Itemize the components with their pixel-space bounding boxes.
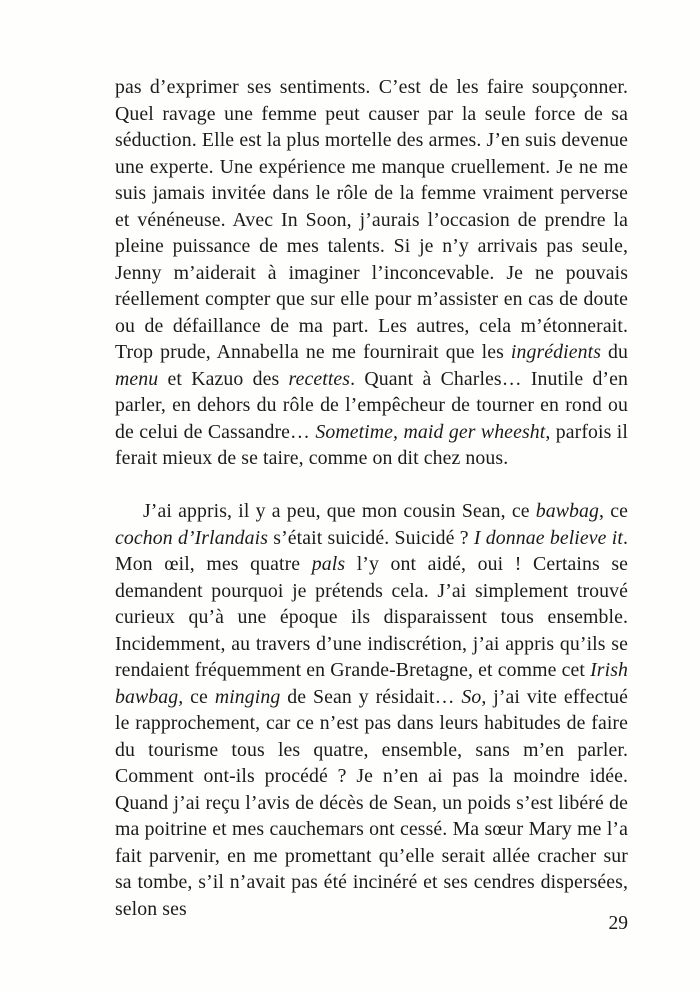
page-number: 29	[608, 913, 628, 934]
italic-phrase: menu	[115, 367, 159, 390]
text-run: , ce	[599, 500, 628, 522]
text-run: . Mon œil, mes quatre	[115, 526, 628, 575]
italic-phrase: minging	[214, 685, 281, 708]
text-run: du	[601, 341, 628, 363]
text-run: l’y ont aidé, oui ! Certains se demandent pourquoi je prétends cela. J’ai simplement trouvé curieux qu’à une époque ils disparaissent tous ensemble. Incidemment, au travers d’une indiscrétion, j’ai appris qu’ils se rendaient fréquemment en Grande-Bretagne, et comme cet	[115, 553, 628, 681]
text-run: , j’ai vite effectué le rapprochement, car ce n’est pas dans leurs habitudes de faire du tourisme tous les quatre, ensemble, sans m’en parler. Comment ont-ils procédé ? Je n’en ai pas la moindre idée. Quand j’ai reçu l’avis de décès de Sean, un poids s’est libéré de ma poitrine et mes cauchemars ont cessé. Ma sœur Mary me l’a fait parvenir, en me promettant qu’elle serait allée cracher sur sa tombe, s’il n’avait pas été incinéré et ses cendres dispersées, selon ses	[115, 685, 628, 920]
text-run: , parfois il ferait mieux de se taire, comme on dit chez nous.	[115, 420, 628, 469]
italic-phrase: I donnae believe it	[473, 526, 623, 549]
paragraph	[115, 74, 628, 472]
text-run: s’était suicidé. Suicidé ?	[268, 526, 474, 549]
text-run: ce	[183, 685, 215, 708]
italic-phrase: ingrédients	[510, 341, 602, 363]
text-run: pas d’exprimer ses sentiments. C’est de les faire soupçonner. Quel ravage une femme peut causer par la seule force de sa séduction. Elle est la plus mortelle des armes. J’en suis devenue une experte. Une expérience me manque cruellement. Je ne me suis jamais invitée dans le rôle de la femme vraiment perverse et vénéneuse. Avec In Soon, j’aurais l’occasion de prendre la pleine puissance de mes talents. Si je n’y arrivais pas seule, Jenny m’aiderait à imaginer l’inconcevable. Je ne pouvais réellement compter que sur elle pour m’assister en cas de doute ou de défaillance de ma part. Les autres, cela m’étonnerait. Trop prude, Annabella ne me fournirait que les	[115, 76, 628, 363]
text-run: . Quant à Charles… Inutile d’en parler, en dehors du rôle de l’empêcheur de tourner en rond ou de celui de Cassandre…	[115, 367, 628, 443]
italic-phrase: So	[461, 685, 482, 708]
italic-phrase: bawbag	[535, 500, 600, 522]
paragraph	[115, 498, 628, 922]
text-run: de Sean y résidait…	[280, 685, 462, 708]
body-text	[115, 74, 628, 922]
italic-phrase: Irish bawbag,	[115, 659, 628, 708]
italic-phrase: recettes	[288, 367, 351, 390]
text-run: et Kazuo des	[158, 367, 289, 390]
italic-phrase: cochon d’Irlandais	[115, 526, 269, 549]
italic-phrase: pals	[311, 553, 346, 575]
italic-phrase: Sometime, maid ger wheesht	[315, 420, 546, 443]
text-run: J’ai appris, il y a peu, que mon cousin Sean, ce	[143, 500, 536, 522]
